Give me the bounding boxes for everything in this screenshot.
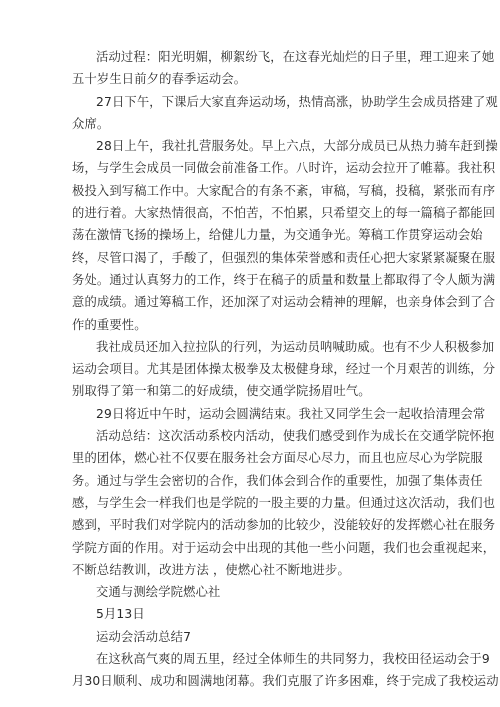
text-line: 27日下午，下课后大家直奔运动场，热情高涨，协助学生会成员搭建了观 bbox=[96, 94, 498, 109]
text-line: 我社成员还加入拉拉队的行列，为运动员呐喊助威。也有不少人积极参加 bbox=[96, 339, 495, 354]
text-line: 学院方面的作用。对于运动会中出现的其他一些小问题，我们也会重视起来， bbox=[72, 540, 496, 555]
text-line: 众席。 bbox=[72, 116, 110, 131]
text-line: 荡在激情飞扬的操场上，给健儿力量，为交通争光。筹稿工作贯穿运动会始 bbox=[72, 228, 483, 243]
text-line: 活动过程：阳光明媚，柳絮纷飞，在这春光灿烂的日子里，理工迎来了她 bbox=[96, 50, 495, 64]
signature-date: 5月13日 bbox=[96, 607, 145, 622]
text-line: 作的重要性。 bbox=[72, 317, 147, 332]
text-line: 别取得了第一和第二的好成绩，使交通学院扬眉吐气。 bbox=[72, 384, 371, 399]
text-line: 感，与学生会一样我们也是学院的一股主要的力量。但通过这次活动，我们也 bbox=[72, 495, 496, 510]
text-line: 五十岁生日前夕的春季运动会。 bbox=[72, 72, 247, 87]
text-line: 感到，平时我们对学院内的活动参加的比较少，没能较好的发挥燃心社在服务 bbox=[72, 518, 496, 533]
text-line: 场，与学生会成员一同做会前准备工作。八时许，运动会拉开了帷幕。我社积 bbox=[72, 161, 496, 176]
document-body bbox=[72, 46, 499, 693]
text-line: 运动会项目。尤其是团体操太极拳及太极健身球，经过一个月艰苦的训练，分 bbox=[72, 362, 496, 377]
section-heading: 运动会活动总结7 bbox=[96, 629, 192, 644]
text-line: 不断总结教训，改进方法 ，使燃心社不断地进步。 bbox=[72, 562, 350, 577]
text-line: 意的成绩。通过筹稿工作，还加深了对运动会精神的理解，也亲身体会到了合 bbox=[72, 295, 496, 310]
text-line: 的进行着。大家热情很高，不怕苦，不怕累，只希望交上的每一篇稿子都能回 bbox=[72, 206, 496, 221]
text-line: 里的团体，燃心社不仅要在服务社会方面尽心尽力，而且也应尽心为学院服 bbox=[72, 451, 483, 466]
text-line: 28日上午，我社扎营服务处。早上六点，大部分成员已从热力骑车赶到操 bbox=[96, 139, 498, 154]
text-line: 务处。通过认真努力的工作，终于在稿子的质量和数量上都取得了令人颇为满 bbox=[72, 272, 496, 287]
text-line: 务。通过与学生会密切的合作，我们体会到合作的重要性，加强了集体责任 bbox=[72, 473, 483, 488]
text-line: 活动总结：这次活动系校内活动，使我们感受到作为成长在交通学院怀抱 bbox=[96, 429, 495, 444]
signature-org: 交通与测绘学院燃心社 bbox=[96, 585, 221, 600]
text-line: 终，尽管口渴了，手酸了，但强烈的集体荣誉感和责任心把大家紧紧凝聚在服 bbox=[72, 250, 496, 265]
text-line: 29日将近中午时，运动会圆满结束。我社又同学生会一起收拾清理会常 bbox=[96, 406, 486, 421]
text-line: 月30日顺利、成功和圆满地闭幕。我们克服了许多困难，终于完成了我校运动 bbox=[72, 674, 499, 689]
text-line: 极投入到写稿工作中。大家配合的有条不紊，审稿，写稿，投稿，紧张而有序 bbox=[72, 183, 496, 198]
text-line: 在这秋高气爽的周五里，经过全体师生的共同努力，我校田径运动会于9 bbox=[96, 652, 490, 667]
